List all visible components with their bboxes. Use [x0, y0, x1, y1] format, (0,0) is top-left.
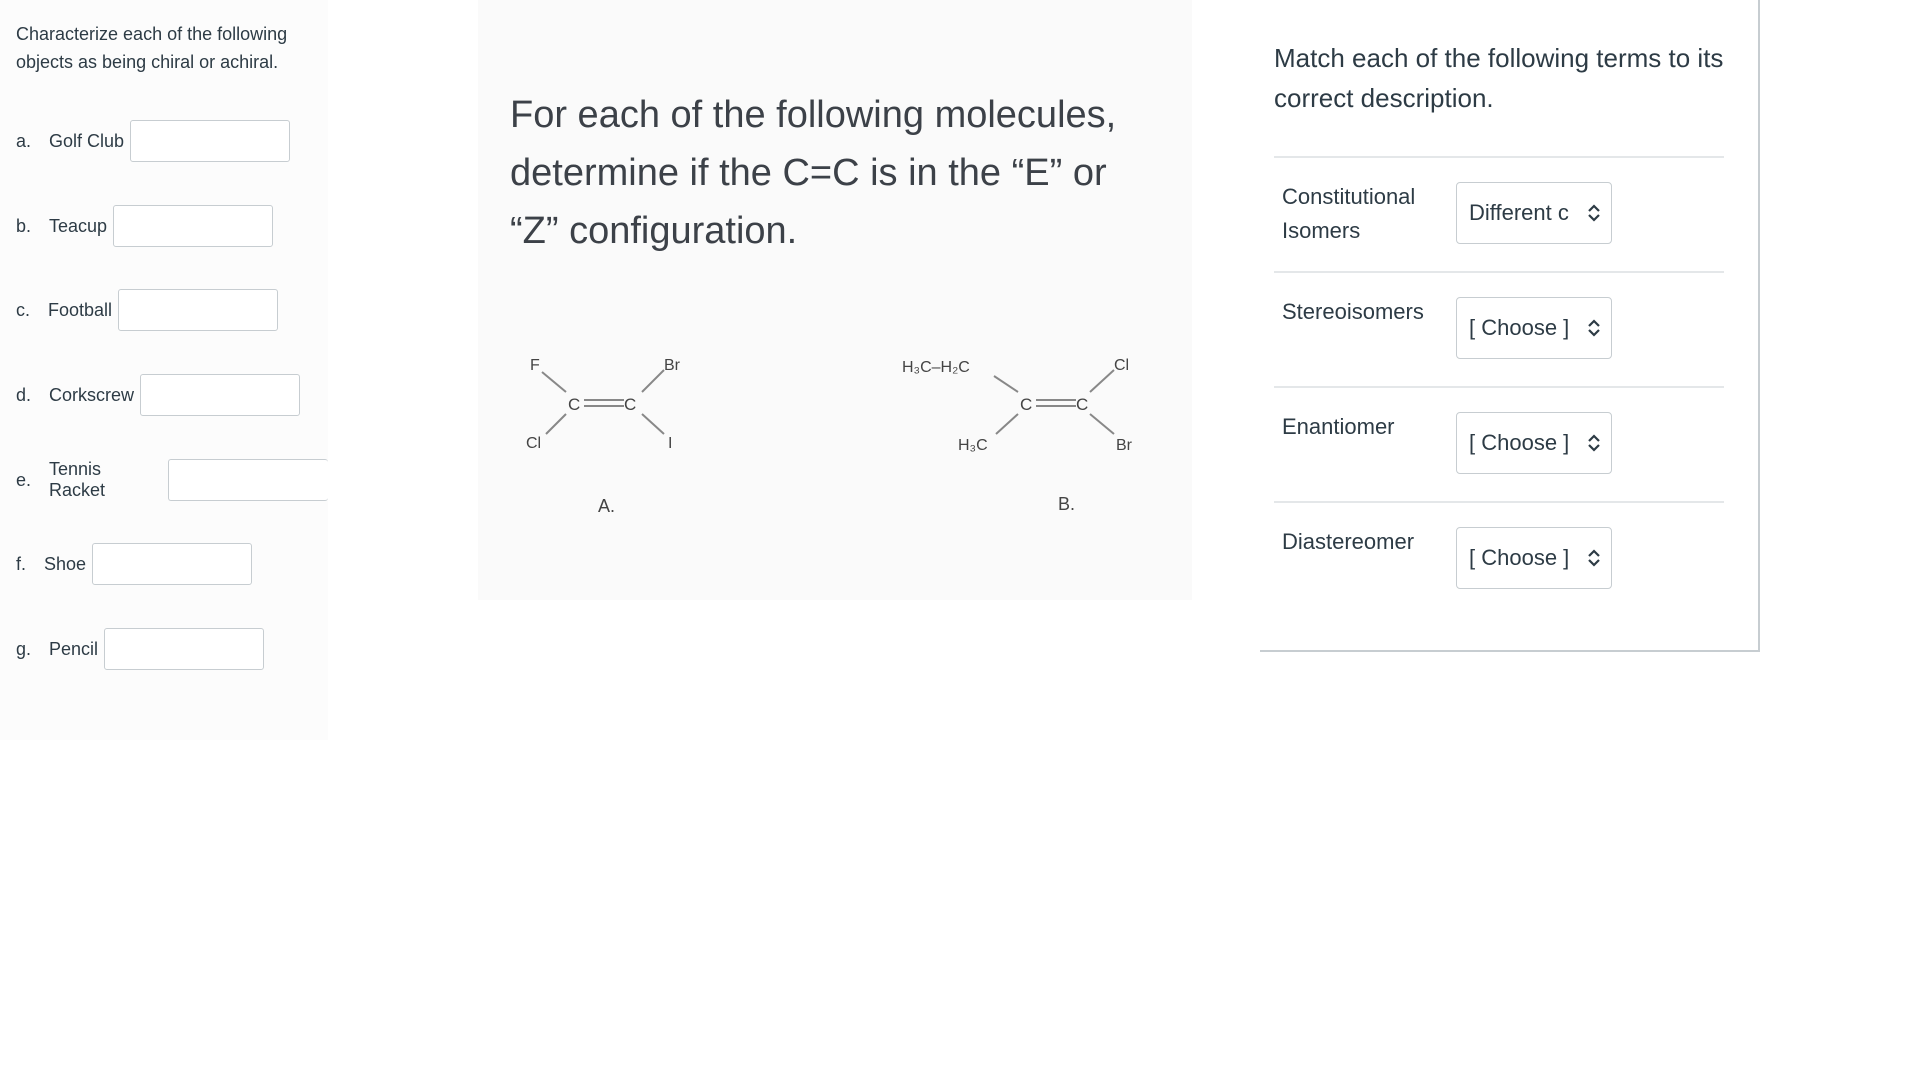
item-label: Golf Club: [49, 130, 125, 151]
answer-input-corkscrew[interactable]: [140, 374, 300, 416]
carbon-label: C: [1076, 395, 1089, 414]
substituent-label: I: [668, 435, 673, 452]
match-row-diastereomer: [1274, 501, 1724, 617]
select-value: Different c: [1469, 200, 1569, 225]
select-value: [ Choose ]: [1469, 545, 1570, 570]
match-term: Stereoisomers: [1282, 299, 1424, 324]
item-letter: a.: [16, 130, 32, 151]
molecule-a: [526, 357, 681, 516]
molecule-a-label: A.: [598, 496, 616, 516]
list-item: [16, 372, 300, 418]
list-item: [16, 287, 278, 333]
list-item: [16, 457, 328, 503]
match-term: Enantiomer: [1282, 414, 1395, 439]
list-item: [16, 626, 264, 672]
answer-input-tennis-racket[interactable]: [168, 459, 328, 501]
answer-input-pencil[interactable]: [104, 628, 264, 670]
chirality-prompt: Characterize each of the following objects as being chiral or achiral.: [16, 24, 288, 72]
molecule-structures: [478, 330, 1192, 530]
matching-question: [1260, 0, 1760, 652]
item-letter: g.: [16, 638, 32, 659]
updown-chevron-icon: [1587, 203, 1601, 223]
match-row-enantiomer: [1274, 386, 1724, 502]
item-letter: e.: [16, 469, 32, 490]
match-select-diastereomer[interactable]: [1456, 527, 1612, 589]
item-label: Tennis Racket: [49, 459, 106, 500]
substituent-label: Br: [1116, 437, 1132, 454]
ez-configuration-question: [478, 0, 1192, 600]
match-term: Diastereomer: [1282, 529, 1415, 554]
ez-prompt: For each of the following molecules, determine if the C=C is in the “E” or “Z” configuration.: [510, 94, 1117, 252]
substituent-label: Br: [664, 357, 680, 374]
substituent-label: F: [530, 357, 540, 374]
answer-input-football[interactable]: [118, 289, 278, 331]
answer-input-golf-club[interactable]: [130, 120, 290, 162]
molecule-b-label: B.: [1058, 494, 1076, 514]
match-row-constitutional-isomers: [1274, 156, 1724, 272]
substituent-label: H₃C–H₂C: [902, 359, 970, 376]
updown-chevron-icon: [1587, 433, 1601, 453]
match-select-stereoisomers[interactable]: [1456, 297, 1612, 359]
item-letter: d.: [16, 384, 32, 405]
match-term: Constitutional Isomers: [1282, 184, 1416, 243]
item-label: Football: [48, 299, 113, 320]
updown-chevron-icon: [1587, 548, 1601, 568]
item-label: Shoe: [44, 553, 87, 574]
chirality-question: [0, 0, 328, 740]
list-item: [16, 541, 252, 587]
match-select-constitutional-isomers[interactable]: [1456, 182, 1612, 244]
item-label: Pencil: [49, 638, 99, 659]
item-label: Teacup: [49, 215, 108, 236]
list-item: [16, 203, 273, 249]
select-value: [ Choose ]: [1469, 430, 1570, 455]
answer-input-shoe[interactable]: [92, 543, 252, 585]
substituent-label: H₃C: [958, 437, 988, 454]
item-letter: f.: [16, 553, 27, 574]
answer-input-teacup[interactable]: [113, 205, 273, 247]
substituent-label: Cl: [526, 435, 542, 452]
match-row-stereoisomers: [1274, 271, 1724, 387]
molecule-b: [902, 357, 1133, 514]
select-value: [ Choose ]: [1469, 315, 1570, 340]
match-select-enantiomer[interactable]: [1456, 412, 1612, 474]
list-item: [16, 118, 290, 164]
carbon-label: C: [624, 395, 637, 414]
item-label: Corkscrew: [49, 384, 135, 405]
carbon-label: C: [568, 395, 581, 414]
item-letter: b.: [16, 215, 32, 236]
substituent-label: Cl: [1114, 357, 1130, 374]
matching-prompt: Match each of the following terms to its correct description.: [1274, 43, 1724, 113]
updown-chevron-icon: [1587, 318, 1601, 338]
carbon-label: C: [1020, 395, 1033, 414]
item-letter: c.: [16, 299, 31, 320]
